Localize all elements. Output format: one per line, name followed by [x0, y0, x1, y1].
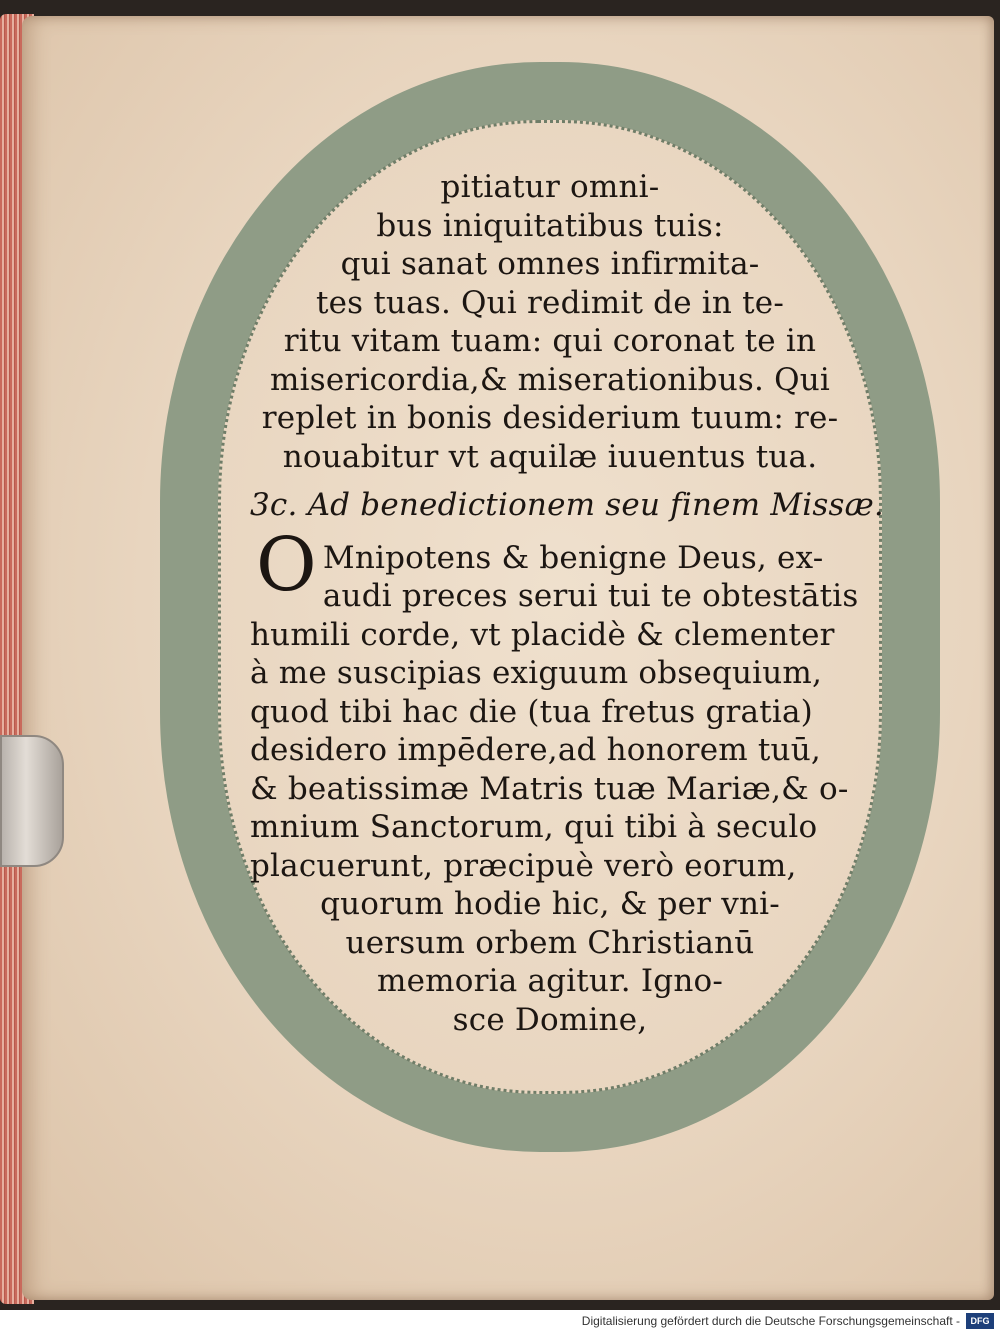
text-line: replet in bonis desiderium tuum: re-	[261, 400, 839, 436]
text-line: Mnipotens & benigne Deus, ex-	[322, 539, 824, 576]
text-line: misericordia,& miserationibus. Qui	[270, 361, 830, 398]
text-line: à me suscipias exiguum obsequium,	[250, 655, 823, 691]
book-clip	[0, 735, 64, 867]
text-line: memoria agitur. Igno-	[376, 963, 724, 999]
text-line: desidero impēdere,ad honorem tuū,	[250, 732, 821, 768]
text-line: ritu vitam tuam: qui coronat te in	[283, 323, 817, 359]
drop-cap: O	[256, 521, 317, 608]
text-line: tes tuas. Qui redimit de in te-	[315, 284, 785, 321]
text-line: bus iniquitatibus tuis:	[376, 207, 724, 244]
text-line: placuerunt, præcipuè verò eorum,	[250, 847, 797, 884]
text-line: uersum orbem Christianū	[345, 924, 755, 961]
text-line: pitiatur omni-	[440, 169, 660, 205]
page-text	[250, 168, 884, 1039]
text-line: sce Domine,	[452, 1001, 648, 1038]
text-line: & beatissimæ Matris tuæ Mariæ,& o-	[250, 770, 849, 807]
section-heading: 3c. Ad benedictionem seu finem Missæ.	[250, 487, 884, 523]
text-line: quod tibi hac die (tua fretus gratia)	[250, 693, 813, 730]
text-line: audi preces serui tui te obtestātis	[322, 578, 859, 614]
text-line: nouabitur vt aquilæ iuuentus tua.	[282, 438, 818, 475]
text-line: mnium Sanctorum, qui tibi à seculo	[250, 809, 818, 845]
dfg-logo-icon: DFG	[966, 1313, 994, 1329]
footer-bar	[0, 1310, 1000, 1333]
text-line: humili corde, vt placidè & clementer	[250, 616, 835, 653]
footer-credit: Digitalisierung gefördert durch die Deutsche Forschungsgemeinschaft -	[581, 1314, 960, 1328]
text-line: qui sanat omnes infirmita-	[340, 246, 760, 282]
prayer-paragraph	[250, 521, 859, 886]
text-line: quorum hodie hic, & per vni-	[320, 886, 780, 922]
